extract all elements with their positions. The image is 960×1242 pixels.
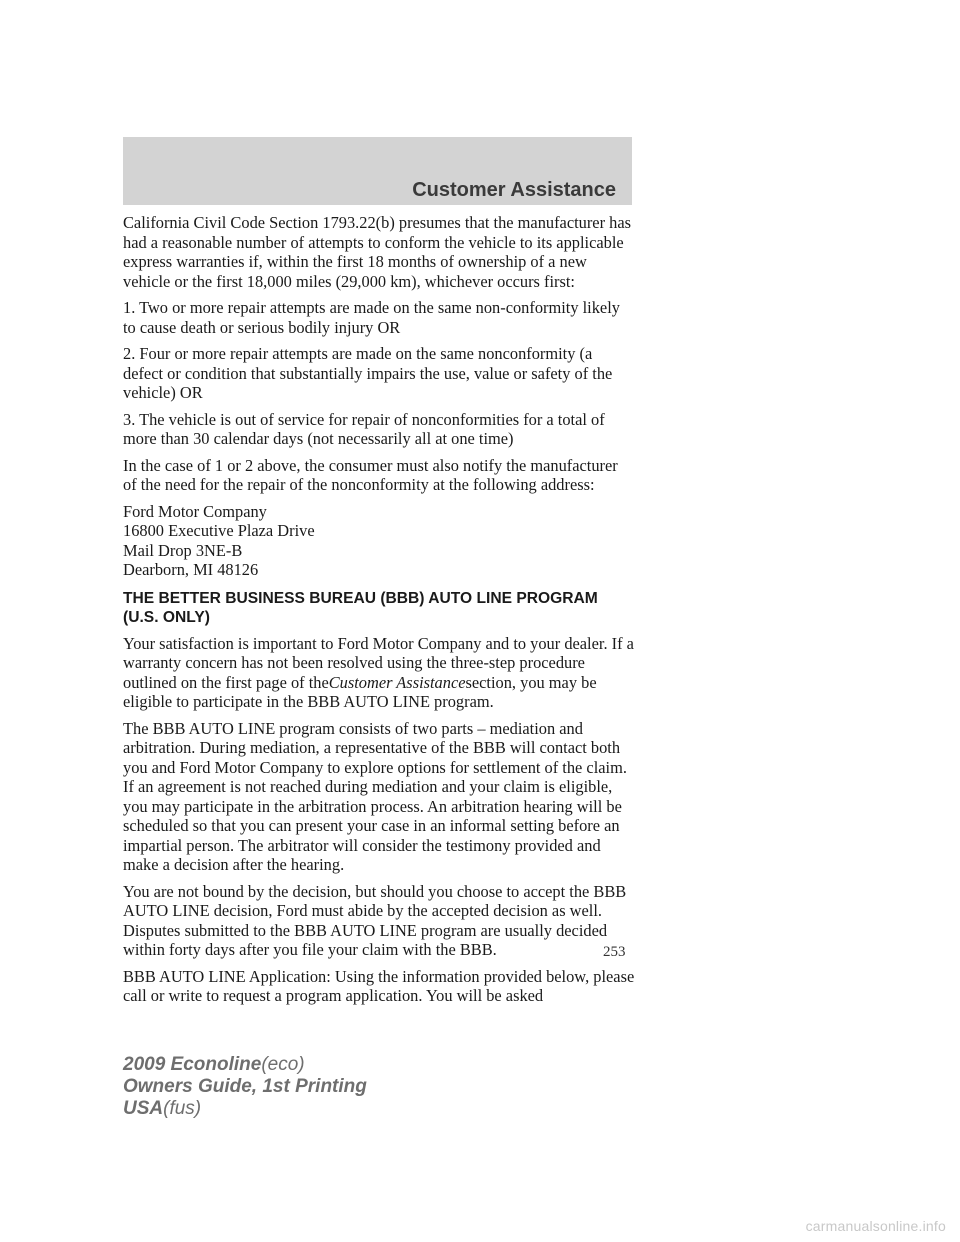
site-watermark: carmanualsonline.info	[805, 1218, 946, 1234]
program-description-paragraph: The BBB AUTO LINE program consists of two parts – mediation and arbitration. During mediation, a representative of the BBB will contact both you and Ford Motor Company to explore options for settlement of the claim. If an agreement is not reached during mediation and your claim is eligible, you may participate in the arbitration process. An arbitration hearing will be scheduled so that you can present your case in an informal setting before an impartial person. The arbitrator will consider the testimony provided and make a decision after the hearing.	[123, 718, 627, 874]
section-header-band	[123, 137, 632, 205]
application-paragraph: BBB AUTO LINE Application: Using the information provided below, please call or write to request a program application. You will be asked	[123, 966, 635, 1005]
footer-guide: Owners Guide, 1st Printing	[123, 1076, 367, 1097]
notify-paragraph: In the case of 1 or 2 above, the consumer must also notify the manufacturer of the need for the repair of the nonconformity at the following address:	[123, 455, 618, 494]
satisfaction-text-a: Your satisfaction is important to Ford Motor Company and to your dealer. If a warranty concern has not been resolved using the three-step procedure outlined on the first page of the	[123, 633, 634, 692]
footer-market-code: (fus)	[163, 1098, 202, 1119]
footer-line-2	[123, 1076, 367, 1098]
page-body	[123, 213, 635, 1013]
condition-item-2: 2. Four or more repair attempts are made on the same nonconformity (a defect or condition that substantially impairs the use, value or safety of the vehicle) OR	[123, 344, 613, 402]
address-line-4: Dearborn, MI 48126	[123, 560, 259, 579]
print-footer	[123, 1054, 367, 1120]
address-line-3: Mail Drop 3NE-B	[123, 540, 243, 560]
mailing-address	[123, 502, 635, 580]
decision-paragraph: You are not bound by the decision, but should you choose to accept the BBB AUTO LINE decision, Ford must abide by the accepted decision as well. Disputes submitted to the BBB AUTO LINE program are usually decided within forty days after you file your claim with the BBB.	[123, 881, 627, 959]
bbb-program-heading: THE BETTER BUSINESS BUREAU (BBB) AUTO LINE PROGRAM (U.S. ONLY)	[123, 589, 598, 626]
address-line-2: 16800 Executive Plaza Drive	[123, 521, 315, 540]
footer-line-1	[123, 1054, 367, 1076]
warranty-presumption-paragraph: California Civil Code Section 1793.22(b) presumes that the manufacturer has had a reasonable number of attempts to conform the vehicle to its applicable express warranties if, within the first 18 months of ownership of a new vehicle or the first 18,000 miles (29,000 km), whichever occurs first:	[123, 213, 631, 291]
satisfaction-paragraph	[123, 634, 635, 712]
address-line-1: Ford Motor Company	[123, 501, 267, 521]
customer-assistance-reference: Customer Assistance	[328, 672, 466, 692]
satisfaction-text-b: section, you may be eligible to participate in the BBB AUTO LINE program.	[123, 672, 597, 711]
page-number: 253	[603, 944, 626, 960]
condition-item-1: 1. Two or more repair attempts are made on the same non-conformity likely to cause death or serious bodily injury OR	[123, 298, 620, 337]
footer-model: 2009 Econoline	[123, 1054, 262, 1075]
footer-model-code: (eco)	[261, 1054, 305, 1075]
footer-line-3	[123, 1098, 367, 1120]
condition-item-3: 3. The vehicle is out of service for repair of nonconformities for a total of more than 30 calendar days (not necessarily all at one time)	[123, 409, 605, 448]
footer-market: USA	[123, 1098, 164, 1119]
section-title: Customer Assistance	[412, 179, 616, 201]
